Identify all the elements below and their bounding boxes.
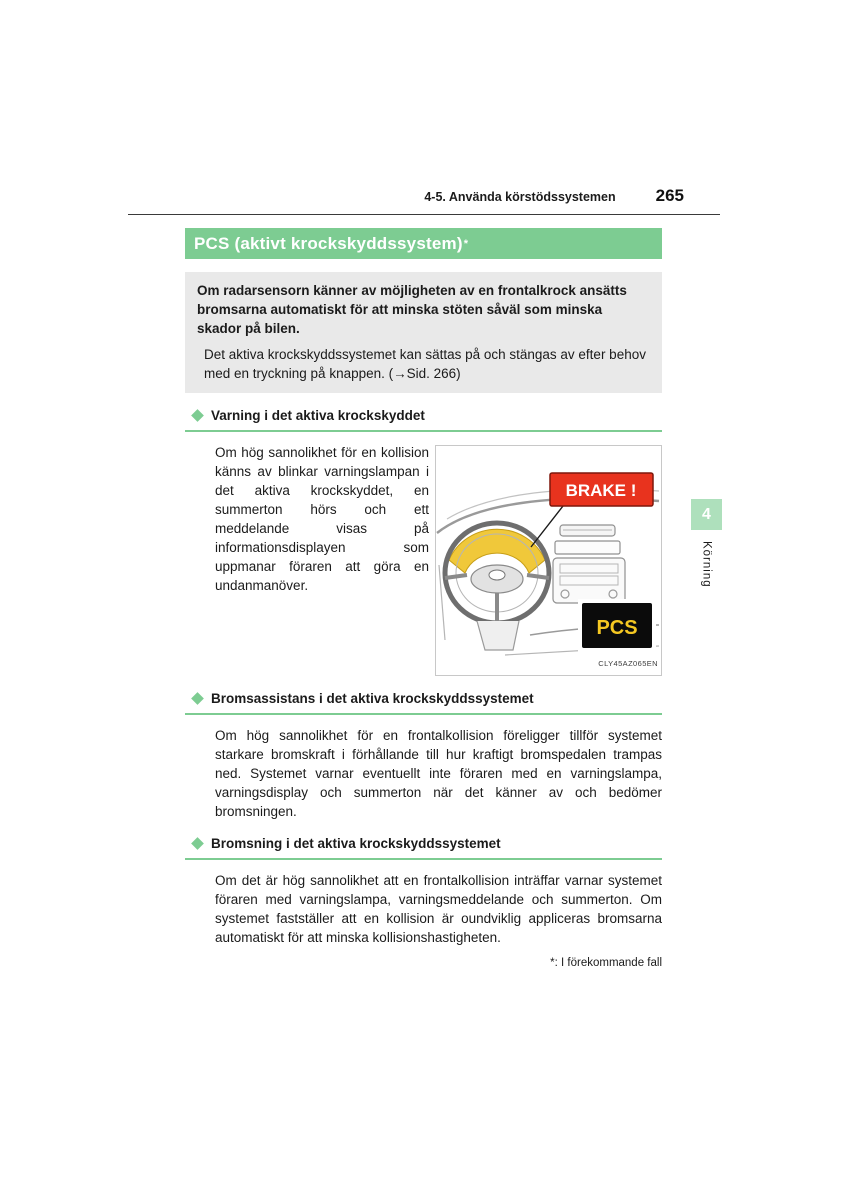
content-column — [185, 228, 662, 947]
intro-body-text: Det aktiva krockskyddssystemet kan sättas på och stängas av efter behov med en tryckning på knappen. (→Sid. 266) — [204, 347, 646, 381]
title-asterisk: * — [463, 237, 469, 250]
dashboard-illustration — [435, 445, 662, 676]
intro-lead-text: Om radarsensorn känner av möjligheten av en frontalkrock ansätts bromsarna automatiskt för att minska stöten såväl som minska skador på bilen. — [197, 283, 627, 336]
section-heading — [185, 691, 662, 715]
footnote: *: I förekommande fall — [550, 957, 662, 969]
section-paragraph: Om hög sannolikhet för en kollision känns av blinkar varningslampan i det aktiva krockskyddet, en summerton hörs och ett meddelande visas på informationsdisplayen som uppmanar föraren att göra en undanmanöver. — [215, 445, 429, 593]
chapter-tab-label: Körning — [700, 541, 713, 588]
diamond-icon — [191, 837, 204, 850]
section-heading-label: Varning i det aktiva krockskyddet — [211, 408, 425, 423]
section-paragraph: Om hög sannolikhet för en frontalkollision föreligger tillför systemet starkare bromskraft i förhållande till hur kraftigt bromspedalen trampas ned. Systemet varnar eventuellt inte föraren med en varningslampa, varningsdisplay och summerton när det känner av och bedömer bromsningen. — [215, 728, 662, 819]
figure-caption: CLY45AZ065EN — [598, 659, 658, 668]
chapter-tab — [691, 541, 722, 588]
brake-label-text: BRAKE ! — [565, 481, 637, 500]
section-paragraph: Om det är hög sannolikhet att en frontalkollision inträffar varnar systemet föraren med varningslampa, varningsmeddelande och summerton. Om systemet fastställer att en kollision är oundviklig appliceras bromsarna automatiskt för att minska kollisionshastigheten. — [215, 873, 662, 945]
running-section-title: 4-5. Använda körstödssystemen — [424, 190, 616, 204]
section-bromsassistans — [185, 691, 662, 821]
page-title: PCS (aktivt krockskyddssystem) — [194, 233, 463, 253]
page-number: 265 — [655, 186, 684, 205]
steering-wheel-emblem — [489, 570, 505, 580]
brake-warning-label — [550, 473, 653, 506]
page-title-bar — [185, 228, 662, 259]
diamond-icon — [191, 692, 204, 705]
section-body — [185, 443, 662, 676]
diamond-icon — [191, 409, 204, 422]
section-heading-label: Bromsassistans i det aktiva krockskyddssystemet — [211, 691, 534, 706]
section-bromsning — [185, 836, 662, 947]
section-heading — [185, 836, 662, 860]
section-heading-label: Bromsning i det aktiva krockskyddssystemet — [211, 836, 501, 851]
pcs-label-text: PCS — [596, 617, 638, 639]
running-header — [128, 186, 684, 206]
pcs-button-label — [578, 599, 656, 652]
section-heading — [185, 408, 662, 432]
dashboard-figure — [435, 445, 662, 676]
header-rule — [128, 214, 720, 215]
intro-box — [185, 272, 662, 393]
chapter-tab-number: 4 — [691, 499, 722, 530]
section-varning — [185, 408, 662, 676]
